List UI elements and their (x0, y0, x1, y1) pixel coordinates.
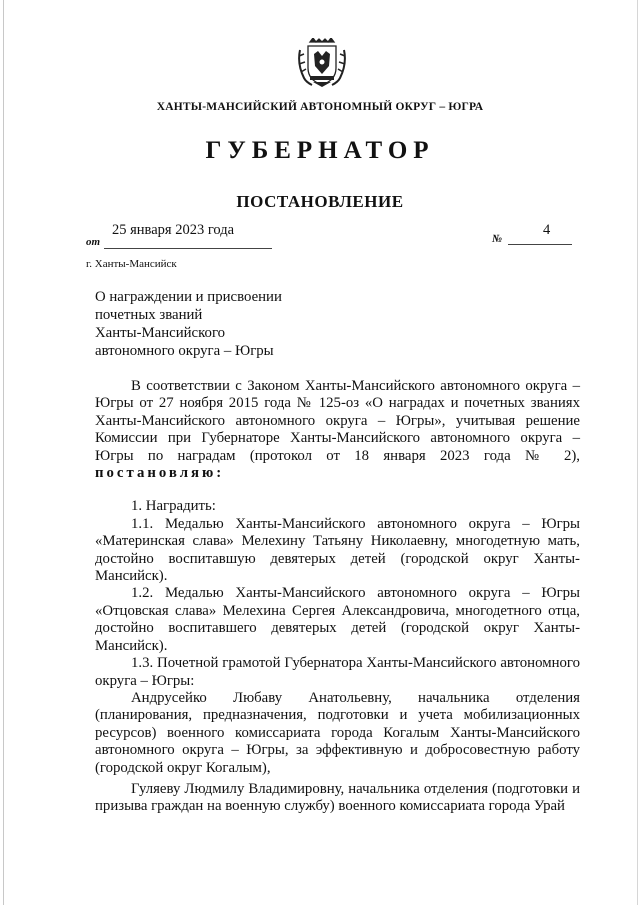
clause-1-2: 1.2. Медалью Ханты-Мансийского автономного округа – Югры «Отцовская слава» Мелехина Сергея Александровича, многодетного отца, достойно воспитавшего девятерых детей (городской округ Ханты-Мансийск). (95, 585, 580, 654)
subject-line: Ханты-Мансийского (95, 325, 226, 341)
clause-1: 1. Наградить: (131, 498, 216, 515)
scan-edge-left (3, 0, 4, 905)
coat-of-arms-icon (296, 38, 348, 88)
document-subject (95, 288, 282, 360)
number-underline (508, 244, 572, 245)
awardee-paragraph: Гуляеву Людмилу Владимировну, начальника отделения (подготовки и призыва граждан на военную службу) военного комиссариата города Урай (95, 780, 580, 815)
document-number: 4 (543, 222, 551, 238)
region-title: ХАНТЫ-МАНСИЙСКИЙ АВТОНОМНЫЙ ОКРУГ – ЮГРА (156, 101, 484, 113)
clause-1-1: 1.1. Медалью Ханты-Мансийского автономного округа – Югры «Материнская слава» Мелехину Татьяну Николаевну, многодетную мать, достойно воспитавшую девятерых детей (городской округ Ханты-Мансийск). (95, 515, 580, 585)
document-body (95, 378, 580, 816)
document-date: 25 января 2023 года (112, 222, 235, 238)
document-type: ПОСТАНОВЛЕНИЕ (236, 192, 404, 211)
subject-line: О награждении и присвоении (95, 289, 282, 305)
awardee-paragraph: Андрусейко Любаву Анатольевну, начальника отделения (планирования, предназначения, подготовки и учета мобилизационных ресурсов) военного комиссариата города Когалым Ханты-Мансийского автономного округа – Югры, за эффективную и добросовестную работу (городской округ Когалым), (95, 689, 580, 776)
date-prefix: от (86, 236, 101, 248)
authority-title: ГУБЕРНАТОР (205, 137, 435, 164)
number-prefix: № (492, 233, 503, 245)
city-name: г. Ханты-Мансийск (86, 258, 177, 270)
scan-edge-right (637, 0, 638, 905)
preamble-text: В соответствии с Законом Ханты-Мансийского автономного округа – Югры от 27 ноября 2015 года № 125-оз «О наградах и почетных званиях Ханты-Мансийского автономного округа – Югры», учитывая решение Комиссии при Губернаторе Ханты-Мансийского автономного округа – Югры по наградам (протокол от 18 января 2023 года № 2), (95, 378, 580, 464)
date-underline (104, 248, 272, 249)
clause-1-3: 1.3. Почетной грамотой Губернатора Ханты-Мансийского автономного округа – Югры: (95, 655, 580, 689)
subject-line: почетных званий (95, 307, 203, 323)
preamble-paragraph (95, 378, 580, 482)
resolve-word: постановляю: (95, 465, 225, 482)
subject-line: автономного округа – Югры (95, 343, 274, 359)
